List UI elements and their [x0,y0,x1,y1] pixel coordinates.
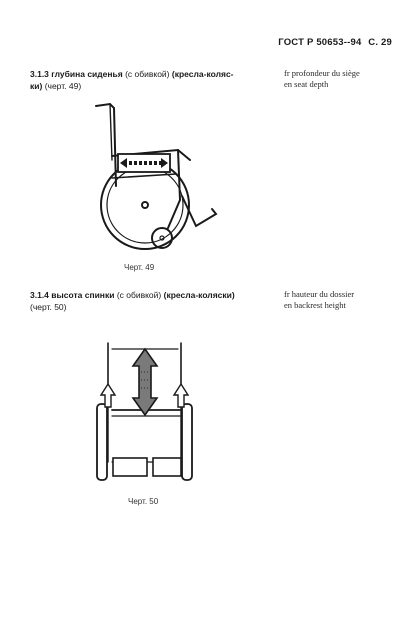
right-wheel [182,404,192,480]
english-term: en seat depth [284,79,329,89]
left-footrest [113,458,147,476]
figure-50-caption: Черт. 50 [128,497,159,506]
term-scope-cont: ки) [30,81,43,91]
term-qualifier: (с обивкой) [116,290,162,300]
figure-ref: (черт. 50) [30,302,67,312]
term-qualifier: (с обивкой) [125,69,170,79]
figure-49-caption: Черт. 49 [124,263,155,272]
left-wheel [97,404,107,480]
english-term: en backrest height [284,300,346,310]
term-scope: (кресла-коляски) [163,290,235,300]
standard-number: ГОСТ Р 50653--94 [278,37,362,48]
backrest-height-arrow [133,349,157,415]
page-number: С. 29 [368,37,392,48]
term-number: 3.1.4 [30,290,49,300]
term-name: высота спинки [51,290,115,300]
right-footrest [153,458,181,476]
term-number: 3.1.3 [30,69,49,79]
term-scope: (кресла-коляс- [171,69,234,79]
term-name: глубина сиденья [51,69,123,79]
figure-ref: (черт. 49) [44,81,82,91]
french-term: fr profondeur du siège [284,68,360,78]
french-term: fr hauteur du dossier [284,289,355,299]
